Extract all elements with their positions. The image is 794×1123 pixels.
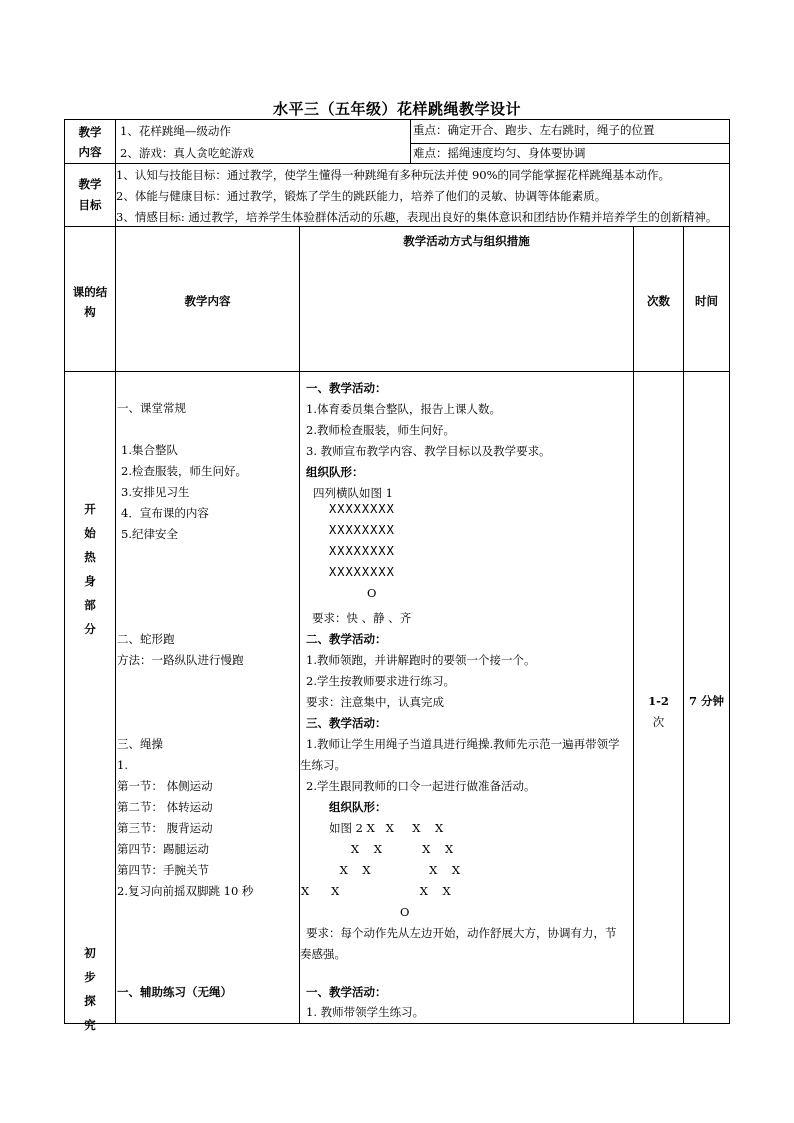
formation-row-2: XXXXXXXX [329,523,395,537]
rule-header-bottom [64,371,730,372]
col-duration: 时间 [695,294,718,308]
content-label-1: 教学 [78,125,102,139]
rope-item-6: 2.复习向前摇双脚跳 10 秒 [117,884,254,898]
fig2-row-2: X X X X [329,842,454,856]
act2-title: 二、教学活动： [306,632,387,646]
req-1: 要求：快 、静 、齐 [312,611,412,625]
routine-title: 一、课堂常规 [117,401,186,415]
rule-duration-col [683,226,684,1024]
rule-goals-bottom [64,226,730,227]
goal-1: 1、认知与技能目标：通过教学，使学生懂得一种跳绳有多种玩法并使 90%的同学能掌握花样跳绳基本动作。 [116,168,671,182]
routine-item-3: 3.安排见习生 [121,485,190,499]
fig2-row-4: X X X X [301,884,451,898]
act3-item-1a: 1.教师让学生用绳子当道具进行绳操.教师先示范一遍再带领学 [306,737,620,751]
act2-item-2: 2.学生按教师要求进行练习。 [306,674,455,688]
duration-value: 7 分钟 [688,694,724,708]
times-unit: 次 [652,715,665,729]
section1-label: 开 始 热 身 部 分 [84,502,96,636]
goal-2: 2、体能与健康目标：通过教学，锻炼了学生的跳跃能力，培养了他们的灵敏、协调等体能素质。 [116,189,607,203]
rule-content-bottom [64,163,730,164]
org2-label: 组织队形： [329,800,387,814]
fig2-row-3: X X X X [325,863,461,877]
routine-item-1: 1.集合整队 [121,443,178,457]
col-structure-1: 课的结 [72,285,108,299]
rule-label-col [115,119,116,1024]
rope-num: 1. [117,758,128,772]
col-times: 次数 [647,294,670,308]
act1-item-3: 3. 教师宣布教学内容、教学目标以及教学要求。 [306,444,551,458]
page-title: 水平三（五年级）花样跳绳教学设计 [272,100,521,118]
org-desc: 四列横队如图 1 [313,486,393,500]
content-item-1: 1、花样跳绳—级动作 [120,124,231,138]
section2-content-title: 一、辅助练习（无绳） [117,985,232,999]
rule-times-col [633,226,634,1024]
rule-top [64,119,730,120]
rope-item-1: 第一节： 体侧运动 [117,779,213,793]
rule-right [729,119,730,1024]
rule-table-bottom [64,1023,730,1024]
goal-3: 3、情感目标: 通过教学，培养学生体验群体活动的乐趣，表现出良好的集体意识和团结协作精并培养学生的创新精神。 [116,210,718,224]
teacher-marker-2: O [400,905,410,919]
content-label-2: 内容 [78,145,102,159]
key-point: 重点：确定开合、跑步、左右跳时，绳子的位置 [413,123,655,137]
act1-item-2: 2.教师检查服装，师生问好。 [306,423,455,437]
section2-act-item: 1. 教师带领学生练习。 [306,1005,425,1019]
act2-item-1: 1.教师领跑，并讲解跑时的要领一个接一个。 [306,653,536,667]
act3-title: 三、教学活动： [306,716,387,730]
rule-left [64,119,65,1024]
routine-item-4: 4．宣布课的内容 [121,506,209,520]
times-value: 1-2 [648,694,669,708]
content-item-2: 2、游戏：真人贪吃蛇游戏 [120,146,254,160]
act1-title: 一、教学活动： [306,381,387,395]
formation-row-3: XXXXXXXX [329,544,395,558]
rope-item-2: 第二节： 体转运动 [117,800,213,814]
difficulty: 难点：摇绳速度均匀、身体要协调 [413,146,586,160]
rope-item-4: 第四节：踢腿运动 [117,842,209,856]
snake-title: 二、蛇形跑 [117,632,175,646]
routine-item-5: 5.纪律安全 [121,527,178,541]
goals-label-1: 教学 [78,177,102,191]
act3-item-2: 2.学生跟同教师的口令一起进行做准备活动。 [306,779,536,793]
org-label: 组织队形： [306,465,364,479]
act3-item-1b: 生练习。 [300,758,346,772]
teacher-marker-1: O [367,586,377,600]
section2-act-title: 一、教学活动： [306,985,387,999]
rule-content-split [410,143,730,144]
section2-label: 初 步 探 究 [84,946,96,1032]
formation-row-4: XXXXXXXX [329,565,395,579]
req-3b: 奏感强。 [300,947,346,961]
routine-item-2: 2.检查服装，师生问好。 [121,464,247,478]
act1-item-1: 1.体育委员集合整队，报告上课人数。 [306,402,501,416]
formation-row-1: XXXXXXXX [329,502,395,516]
col-methods: 教学活动方式与组织措施 [403,234,530,248]
snake-method: 方法：一路纵队进行慢跑 [117,653,244,667]
req-2: 要求：注意集中，认真完成 [306,695,444,709]
rope-item-3: 第三节： 腹背运动 [117,821,213,835]
fig2-row-1: 如图 2 X X X X [329,821,444,835]
rule-content-mid [410,119,411,163]
req-3a: 要求：每个动作先从左边开始，动作舒展大方，协调有力，节 [306,926,617,940]
goals-label-2: 目标 [78,198,102,212]
col-content: 教学内容 [184,294,231,308]
rope-item-5: 第四节：手腕关节 [117,863,209,877]
col-structure-2: 构 [84,305,96,319]
rope-title: 三、绳操 [117,737,163,751]
rule-methods-col [299,226,300,1024]
